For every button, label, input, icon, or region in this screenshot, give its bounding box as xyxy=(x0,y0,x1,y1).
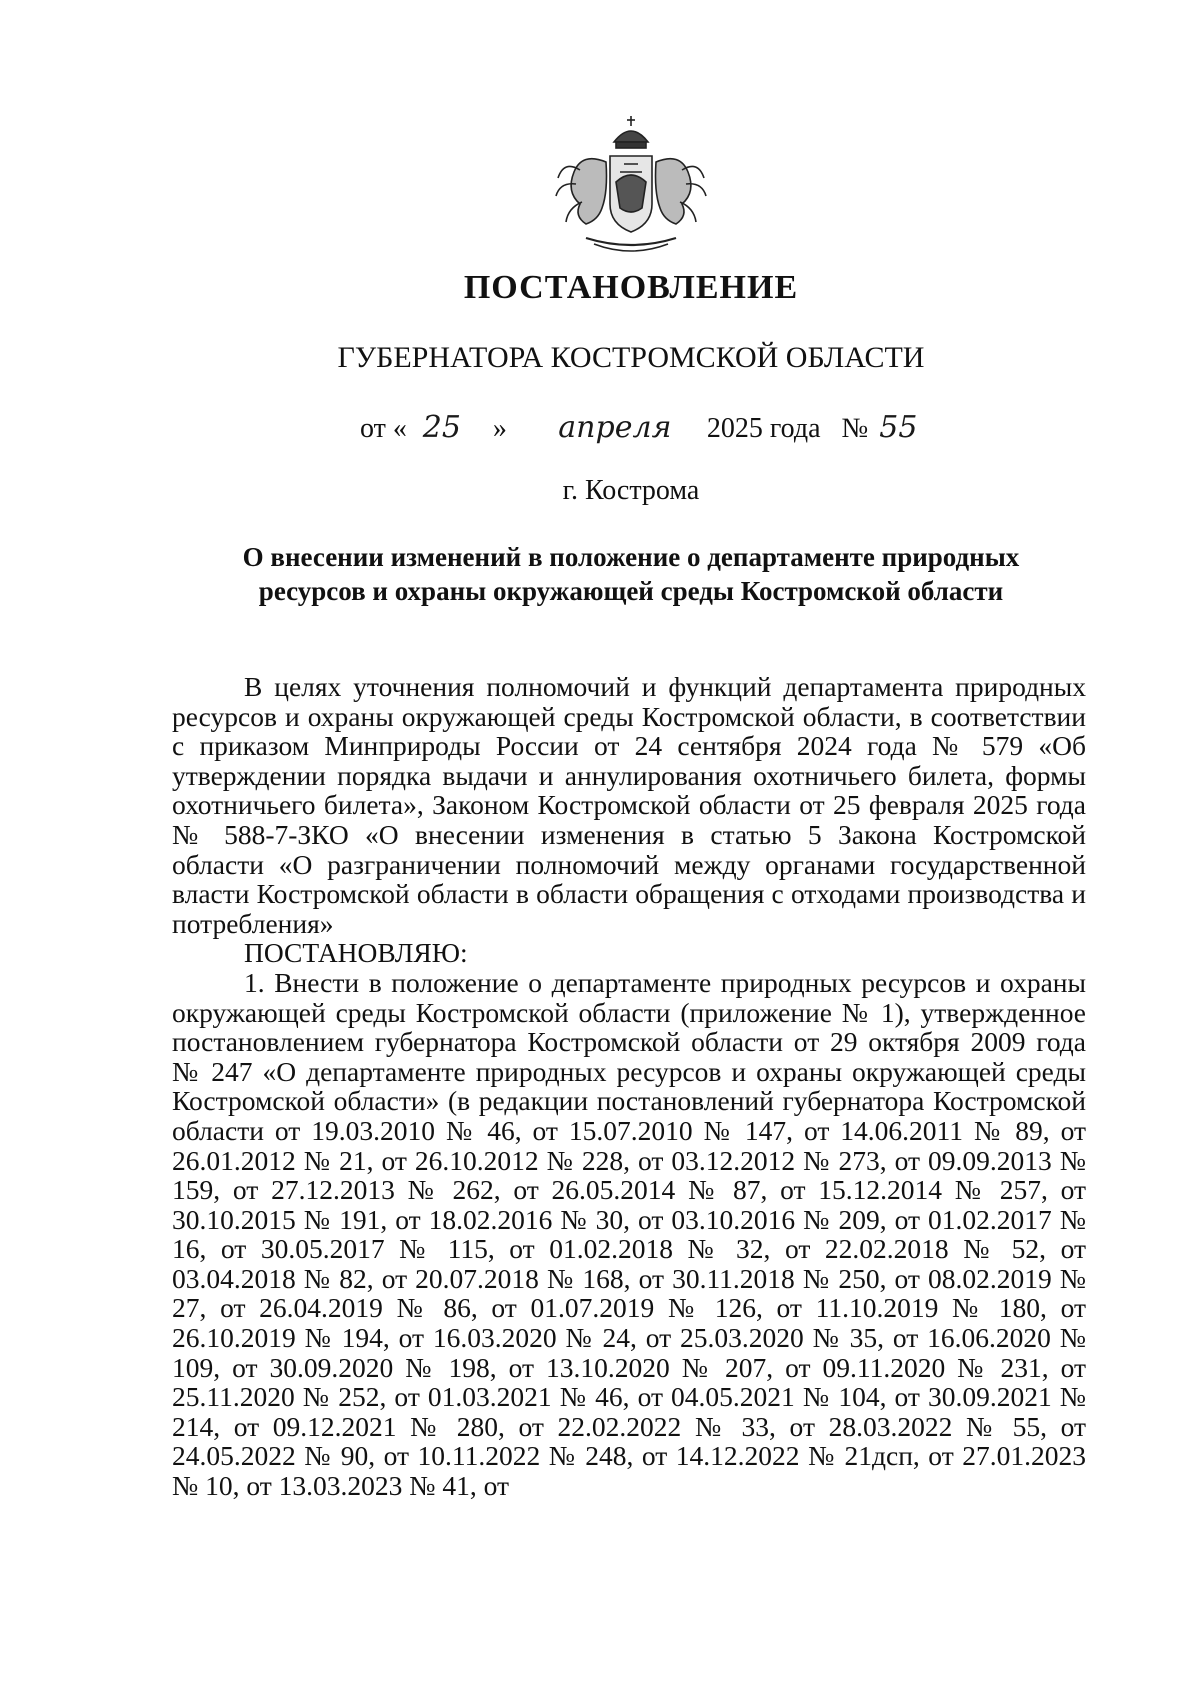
date-quote-close: » xyxy=(492,413,507,444)
document-title: ПОСТАНОВЛЕНИЕ xyxy=(463,269,799,306)
handwritten-day: 25 xyxy=(422,410,461,445)
date-number-line xyxy=(360,408,917,448)
date-year: 2025 года xyxy=(706,413,821,444)
document-body xyxy=(172,672,1086,1501)
date-prefix: от « xyxy=(360,413,407,444)
preamble-paragraph: В целях уточнения полномочий и функций департамента природных ресурсов и охраны окружающей среды Костромской области, в соответствии с приказом Минприроды России от 24 сентября 2024 года № 579 «Об утверждении порядка выдачи и аннулирования охотничьего билета, формы охотничьего билета», Законом Костромской области от 25 февраля 2025 года № 588-7-ЗКО «О внесении изменения в статью 5 Закона Костромской области «О разграничении полномочий между органами государственной власти Костромской области в области обращения с отходами производства и потребления» xyxy=(172,671,1086,939)
city-line: г. Кострома xyxy=(562,475,700,506)
number-sign: № xyxy=(841,413,869,444)
document-heading: О внесении изменений в положение о департаменте природных ресурсов и охраны окружающей среды Костромской области xyxy=(242,542,1020,606)
issuer-line: ГУБЕРНАТОРА КОСТРОМСКОЙ ОБЛАСТИ xyxy=(337,341,925,374)
item-1-paragraph: 1. Внести в положение о департаменте природных ресурсов и охраны окружающей среды Костромской области (приложение № 1), утвержденное постановлением губернатора Костромской области от 29 октября 2009 года № 247 «О департаменте природных ресурсов и охраны окружающей среды Костромской области» (в редакции постановлений губернатора Костромской области от 19.03.2010 № 46, от 15.07.2010 № 147, от 14.06.2011 № 89, от 26.01.2012 № 21, от 26.10.2012 № 228, от 03.12.2012 № 273, от 09.09.2013 № 159, от 27.12.2013 № 262, от 26.05.2014 № 87, от 15.12.2014 № 257, от 30.10.2015 № 191, от 18.02.2016 № 30, от 03.10.2016 № 209, от 01.02.2017 № 16, от 30.05.2017 № 115, от 01.02.2018 № 32, от 22.02.2018 № 52, от 03.04.2018 № 82, от 20.07.2018 № 168, от 30.11.2018 № 250, от 08.02.2019 № 27, от 26.04.2019 № 86, от 01.07.2019 № 126, от 11.10.2019 № 180, от 26.10.2019 № 194, от 16.03.2020 № 24, от 25.03.2020 № 35, от 16.06.2020 № 109, от 30.09.2020 № 198, от 13.10.2020 № 207, от 09.11.2020 № 231, от 25.11.2020 № 252, от 01.03.2021 № 46, от 04.05.2021 № 104, от 30.09.2021 № 214, от 09.12.2021 № 280, от 22.02.2022 № 33, от 28.03.2022 № 55, от 24.05.2022 № 90, от 10.11.2022 № 248, от 14.12.2022 № 21дсп, от 27.01.2023 № 10, от 13.03.2023 № 41, от xyxy=(172,966,1086,1502)
handwritten-month: апреля xyxy=(558,410,672,445)
handwritten-number: 55 xyxy=(879,410,918,445)
resolve-line: ПОСТАНОВЛЯЮ: xyxy=(244,937,468,969)
coat-of-arms-emblem xyxy=(546,112,716,262)
